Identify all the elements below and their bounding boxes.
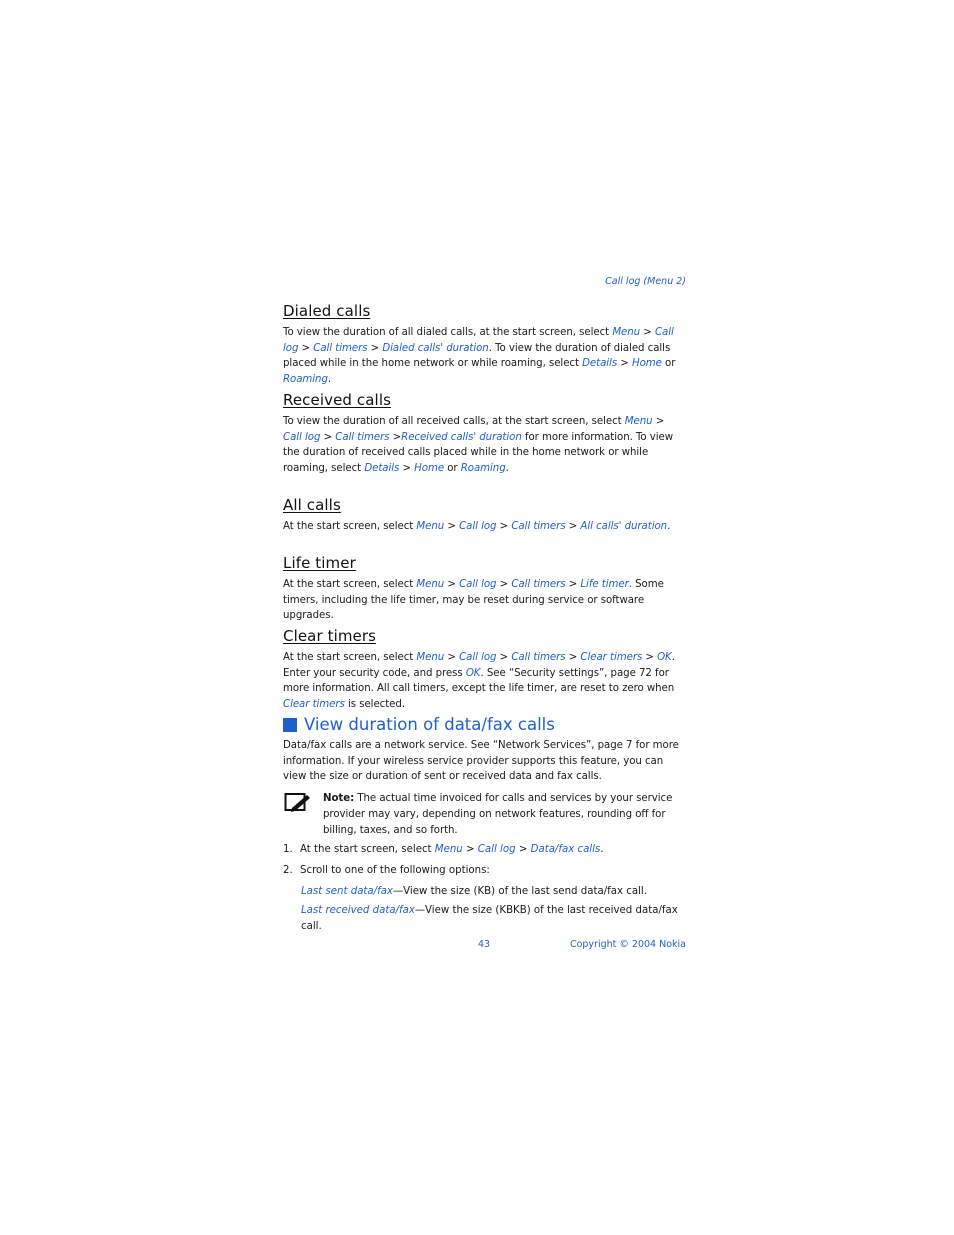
heading-life-timer: Life timer [283,554,356,572]
section-life-timer [283,554,686,624]
dialed-calls-text: To view the duration of all dialed calls, at the start screen, select Menu > Call log > Call timers > Dialed calls' duration. To view the duration of dialed calls placed while in the home network or while roaming, select Details > Home or Roaming. [283,327,676,386]
copyright: Copyright © 2004 Nokia [569,939,686,950]
received-calls-text: To view the duration of all received calls, at the start screen, select Menu > Call log > Call timers >Received calls' duration for more information. To view the duration of received calls placed while in the home network or while roaming, select Details > Home or Roaming. [283,416,674,475]
option-last-sent: Last sent data/fax—View the size (KB) of the last send data/fax call. [301,885,647,897]
data-fax-intro: Data/fax calls are a network service. See “Network Services”, page 7 for more information. If your wireless service provider supports this feature, you can view the size or duration of sent or received data and fax calls. [283,740,679,783]
section-data-fax [283,715,686,939]
note-text: Note: The actual time invoiced for calls and services by your service provider may vary, depending on network features, rounding off for billing, taxes, and so forth. [323,793,673,836]
heading-dialed-calls: Dialed calls [283,302,371,320]
section-received-calls [283,391,686,477]
option-last-received: Last received data/fax—View the size (KBKB) of the last received data/fax call. [301,905,678,933]
steps-list [283,842,686,878]
life-timer-text: At the start screen, select Menu > Call log > Call timers > Life timer. Some timers, including the life timer, may be reset during service or software upgrades. [283,579,664,622]
heading-clear-timers: Clear timers [283,627,377,645]
section-clear-timers [283,627,686,713]
step-2: 2. Scroll to one of the following options: [283,864,490,876]
running-head: Call log (Menu 2) [605,276,686,287]
all-calls-text: At the start screen, select Menu > Call log > Call timers > All calls' duration. [283,521,671,532]
heading-received-calls: Received calls [283,391,392,409]
step-1: 1. At the start screen, select Menu > Call log > Data/fax calls. [283,844,604,856]
section-all-calls [283,496,686,535]
note-block [283,791,686,838]
heading-all-calls: All calls [283,496,341,514]
note-pencil-icon [284,791,312,815]
page-number: 43 [478,939,491,950]
section-square-icon [283,718,297,732]
heading-data-fax: View duration of data/fax calls [283,715,686,734]
clear-timers-text: At the start screen, select Menu > Call log > Call timers > Clear timers > OK. Enter your security code, and press OK. See “Security settings”, page 72 for more information. All call timers, except the life timer, are reset to zero when Clear timers is selected. [283,652,675,711]
section-dialed-calls [283,302,686,388]
